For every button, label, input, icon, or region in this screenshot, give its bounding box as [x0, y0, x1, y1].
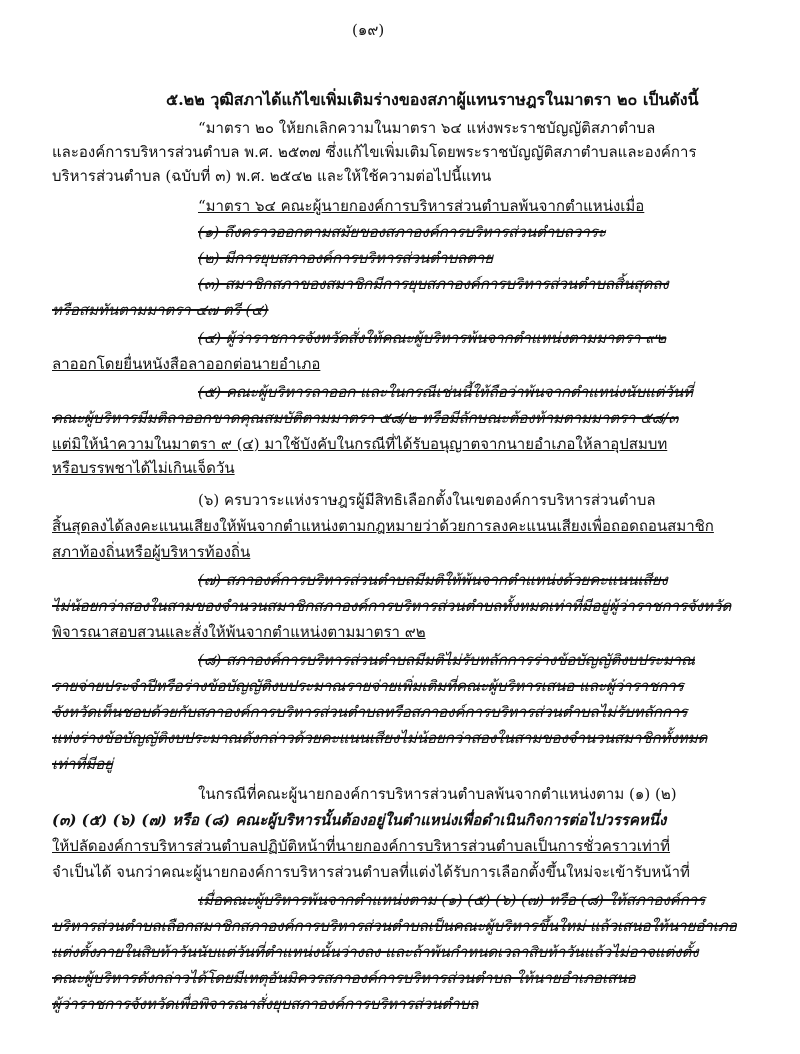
text-line: (๔) ผู้ว่าราชการจังหวัดสั่งให้คณะผู้บริหารพ้นจากตำแหน่งตามมาตรา ๙๒ [198, 329, 667, 347]
text-line: สภาท้องถิ่นหรือผู้บริหารท้องถิ่น [52, 543, 251, 561]
text-line: (๕) คณะผู้บริหารลาออก และในกรณีเช่นนี้ให้ถือว่าพ้นจากตำแหน่งนับแต่วันที่ [198, 383, 694, 401]
text-line: แต่มิให้นำความในมาตรา ๙ (๔) มาใช้บังคับในกรณีที่ได้รับอนุญาตจากนายอำเภอให้ลาอุปสมบท [52, 435, 668, 453]
text-line: เมื่อคณะผู้บริหารพ้นจากตำแหน่งตาม (๑) (๕) (๖) (๗) หรือ (๘) ให้สภาองค์การ [198, 891, 706, 909]
text-line: พิจารณาสอบสวนและสั่งให้พ้นจากตำแหน่งตามมาตรา ๙๒ [52, 623, 426, 641]
text-line: แห่งร่างข้อบัญญัติงบประมาณดังกล่าวด้วยคะแนนเสียงไม่น้อยกว่าสองในสามของจำนวนสมาชิกทั้งหมด [52, 729, 708, 747]
text-line: “มาตรา ๖๔ คณะผู้นายกองค์การบริหารส่วนตำบลพ้นจากตำแหน่งเมื่อ [198, 197, 645, 215]
text-line: ให้ปลัดองค์การบริหารส่วนตำบลปฏิบัติหน้าที่นายกองค์การบริหารส่วนตำบลเป็นการชั่วคราวเท่าที่ [52, 837, 671, 855]
text-line: รายจ่ายประจำปีหรือร่างข้อบัญญัติงบประมาณรายจ่ายเพิ่มเติมที่คณะผู้บริหารเสนอ และผู้ว่าราชการ [52, 677, 684, 695]
text-line: (๓) สมาชิกสภาของสมาชิกมีการยุบสภาองค์การบริหารส่วนตำบลสิ้นสุดลง [198, 275, 669, 293]
page-number: (๑๙) [352, 21, 385, 39]
text-line: ลาออกโดยยื่นหนังสือลาออกต่อนายอำเภอ [52, 355, 321, 373]
text-line: จำเป็นได้ จนกว่าคณะผู้นายกองค์การบริหารส่วนตำบลที่แต่งได้รับการเลือกตั้งขึ้นใหม่จะเข้ารับหน้าที่ [52, 863, 690, 881]
text-line: บริหารส่วนตำบล (ฉบับที่ ๓) พ.ศ. ๒๕๔๒ และให้ใช้ความต่อไปนี้แทน [52, 167, 492, 185]
text-line: คณะผู้บริหารดังกล่าวได้โดยมีเหตุอันมิควรสภาองค์การบริหารส่วนตำบล ให้นายอำเภอเสนอ [52, 969, 636, 987]
text-line: คณะผู้บริหารมีมติลาออกขาดคุณสมบัติตามมาตรา ๕๘/๒ หรือมีลักษณะต้องห้ามตามมาตรา ๕๘/๓ [52, 409, 679, 427]
text-line: สิ้นสุดลงได้ลงคะแนนเสียงให้พ้นจากตำแหน่งตามกฎหมายว่าด้วยการลงคะแนนเสียงเพื่อถอดถอนสมาชิก [52, 517, 714, 535]
text-line: แต่งตั้งภายในสิบห้าวันนับแต่วันที่ตำแหน่งนั้นว่างลง และถ้าพ้นกำหนดเวลาสิบห้าวันแล้วไม่อาจแต่งตั้ง [52, 943, 699, 961]
text-line: บริหารส่วนตำบลเลือกสมาชิกสภาองค์การบริหารส่วนตำบลเป็นคณะผู้บริหารขึ้นใหม่ แล้วเสนอให้นายอำเภอ [52, 917, 737, 935]
text-line: ไม่น้อยกว่าสองในสามของจำนวนสมาชิกสภาองค์การบริหารส่วนตำบลทั้งหมดเท่าที่มีอยู่ผู้ว่าราชการจังหวัด [52, 597, 732, 615]
text-line: “มาตรา ๒๐ ให้ยกเลิกความในมาตรา ๖๔ แห่งพระราชบัญญัติสภาตำบล [198, 119, 656, 137]
section-heading: ๕.๒๒ วุฒิสภาได้แก้ไขเพิ่มเติมร่างของสภาผู้แทนราษฎรในมาตรา ๒๐ เป็นดังนี้ [166, 90, 699, 109]
text-line: หรือสมทันตามมาตรา ๔๗ ตรี (๔) [52, 301, 269, 319]
text-line: ในกรณีที่คณะผู้นายกองค์การบริหารส่วนตำบลพ้นจากตำแหน่งตาม (๑) (๒) [198, 785, 677, 803]
text-line: หรือบรรพชาได้ไม่เกินเจ็ดวัน [52, 459, 235, 477]
text-line: จังหวัดเห็นชอบด้วยกับสภาองค์การบริหารส่วนตำบลหรือสภาองค์การบริหารส่วนตำบลไม่รับหลักการ [52, 703, 688, 721]
text-line: (๑) ถึงคราวออกตามสมัยของสภาองค์การบริหารส่วนตำบลวาระ [198, 223, 606, 241]
text-line: (๒) มีการยุบสภาองค์การบริหารส่วนตำบลตาย [198, 249, 494, 267]
text-line: (๓) (๕) (๖) (๗) หรือ (๘) คณะผู้บริหารนั้นต้องอยู่ในตำแหน่งเพื่อดำเนินกิจการต่อไปวรรคหนึ่ง [52, 811, 667, 829]
text-line: และองค์การบริหารส่วนตำบล พ.ศ. ๒๕๓๗ ซึ่งแก้ไขเพิ่มเติมโดยพระราชบัญญัติสภาตำบลและองค์การ [52, 143, 697, 161]
text-line: (๗) สภาองค์การบริหารส่วนตำบลมีมติให้พ้นจากตำแหน่งด้วยคะแนนเสียง [198, 571, 668, 589]
text-line: เท่าที่มีอยู่ [52, 755, 114, 773]
text-line: (๖) ครบวาระแห่งราษฎรผู้มีสิทธิเลือกตั้งในเขตองค์การบริหารส่วนตำบล [198, 491, 656, 509]
text-line: (๘) สภาองค์การบริหารส่วนตำบลมีมติไม่รับหลักการร่างข้อบัญญัติงบประมาณ [198, 651, 695, 669]
text-line: ผู้ว่าราชการจังหวัดเพื่อพิจารณาสั่งยุบสภาองค์การบริหารส่วนตำบล [52, 995, 479, 1013]
